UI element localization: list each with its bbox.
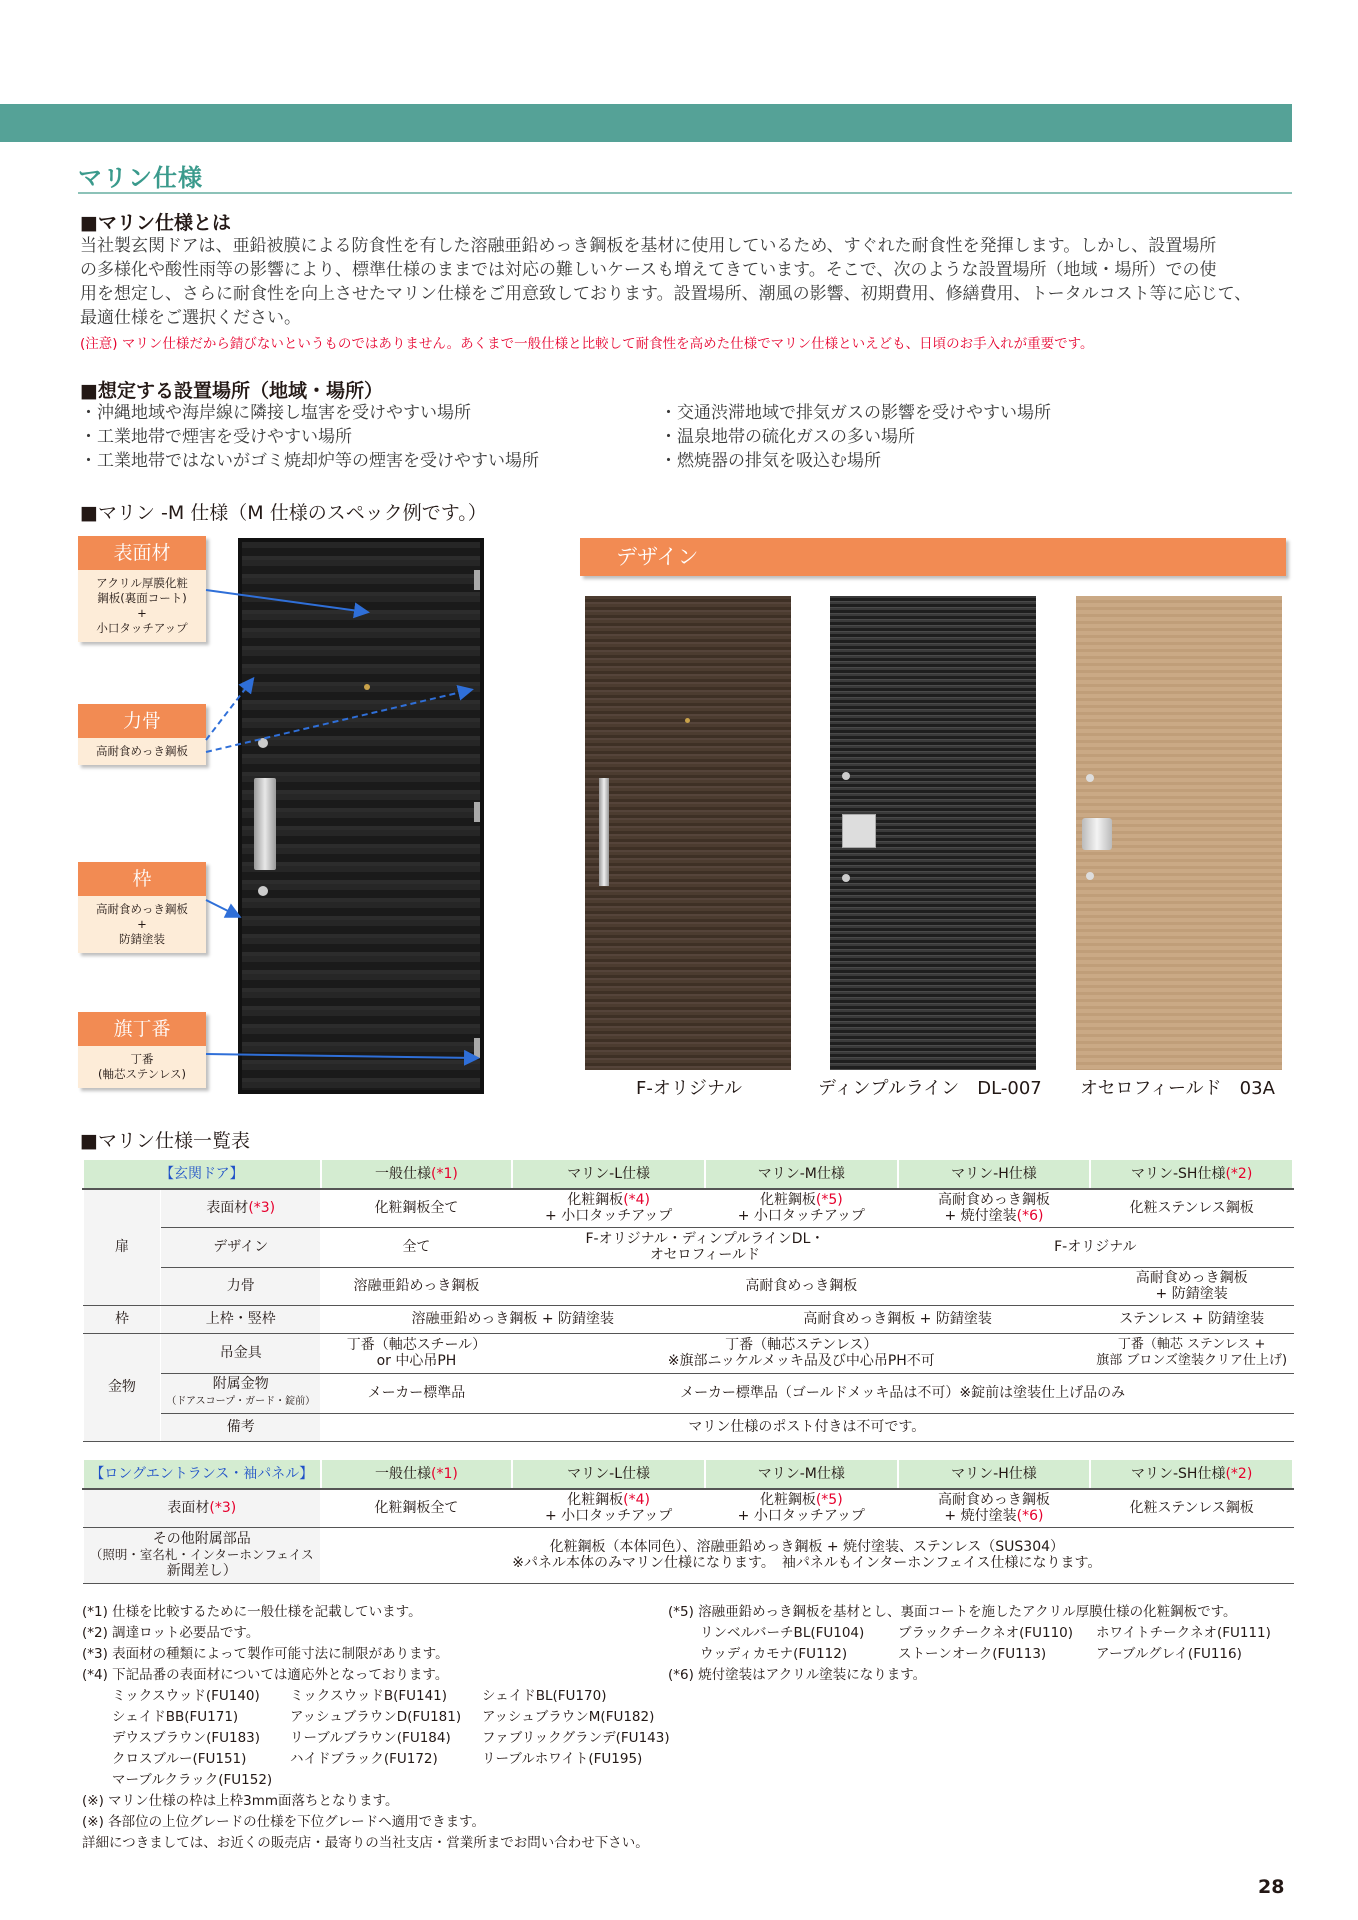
para-line: 最適仕様をご選択ください。 xyxy=(80,308,301,328)
footnote: (※) 各部位の上位グレードの仕様を下位グレードへ適用できます。 xyxy=(82,1814,486,1830)
arrow-rib-1 xyxy=(206,680,252,740)
table1-heading: ■マリン仕様一覧表 xyxy=(80,1130,250,1152)
col-header: マリン-L仕様 xyxy=(512,1159,705,1189)
footnote: 詳細につきましては、お近くの販売店・最寄りの当社支店・営業所までお問い合わせ下さい。 xyxy=(82,1835,649,1851)
cell: 溶融亜鉛めっき鋼板 xyxy=(321,1267,513,1305)
col-header: マリン-H仕様 xyxy=(898,1159,1091,1189)
excluded-row: クロスブルー(FU151) ハイドブラック(FU172) リーブルホワイト(FU195) xyxy=(112,1751,643,1767)
cell: 高耐食めっき鋼板 + 焼付塗装(*6) xyxy=(898,1189,1091,1227)
group-label: 扉 xyxy=(83,1189,161,1305)
para-line: の多様化や酸性雨等の影響により、標準仕様のままでは対応の難しいケースも増えてきています。そこで、次のような設置場所（地域・場所）での使 xyxy=(80,260,1217,280)
table-row xyxy=(83,1373,1293,1413)
row-label: 力骨 xyxy=(161,1267,321,1305)
col-header: マリン-M仕様 xyxy=(705,1459,898,1489)
label-line: + xyxy=(137,917,147,931)
footnotes-right xyxy=(668,1602,1298,1686)
cell: 化粧鋼板(*4) + 小口タッチアップ xyxy=(512,1489,705,1527)
design-name: F-オリジナル xyxy=(636,1078,742,1099)
cell: 化粧鋼板(*4) + 小口タッチアップ xyxy=(512,1189,705,1227)
table-row xyxy=(83,1413,1293,1441)
row-label: 上枠・竪枠 xyxy=(161,1305,321,1333)
design-name: ディンプルライン DL-007 xyxy=(818,1078,1042,1099)
spec-table-panel xyxy=(82,1458,1294,1584)
cell: 化粧鋼板全て xyxy=(321,1189,513,1227)
arrow-surface xyxy=(206,590,366,612)
footnote: (*2) 調達ロット必要品です。 xyxy=(82,1625,260,1641)
col-header: マリン-M仕様 xyxy=(705,1159,898,1189)
arrow-rib-2 xyxy=(206,690,470,752)
cell: 高耐食めっき鋼板 + 焼付塗装(*6) xyxy=(898,1489,1091,1527)
label-title: 表面材 xyxy=(78,536,206,570)
label-line: 高耐食めっき鋼板 xyxy=(96,744,188,758)
cell: 高耐食めっき鋼板 + 防錆塗装 xyxy=(705,1305,1090,1333)
door-handle xyxy=(1082,818,1112,850)
row-label: 附属金物 （ドアスコープ・ガード・錠前） xyxy=(161,1373,321,1413)
col-header: マリン-H仕様 xyxy=(898,1459,1091,1489)
excluded-row: ミックスウッド(FU140) ミックスウッドB(FU141) シェイドBL(FU170) xyxy=(112,1688,607,1704)
n5-row: リンベルバーチBL(FU104) ブラックチークネオ(FU110) ホワイトチークネオ(FU111) xyxy=(700,1625,1271,1641)
col-header: マリン-L仕様 xyxy=(512,1459,705,1489)
label-line: 小口タッチアップ xyxy=(96,621,188,635)
footnote: (*1) 仕様を比較するために一般仕様を記載しています。 xyxy=(82,1604,422,1620)
caution-note: (注意) マリン仕様だから錆びないというものではありません。あくまで一般仕様と比較して耐食性を高めた仕様でマリン仕様といえども、日頃のお手入れが重要です。 xyxy=(80,336,1094,352)
para-line: 用を想定し、さらに耐食性を向上させたマリン仕様をご用意致しております。設置場所、潮風の影響、初期費用、修繕費用、トータルコスト等に応じて、 xyxy=(80,284,1252,304)
table-row xyxy=(83,1189,1293,1227)
excluded-row: デウスブラウン(FU183) リーブルブラウン(FU184) ファブリックグランデ(FU143) xyxy=(112,1730,670,1746)
label-title: 枠 xyxy=(78,862,206,896)
footnote: (*6) 焼付塗装はアクリル塗装になります。 xyxy=(668,1667,927,1683)
location-item: ・燃焼器の排気を吸込む場所 xyxy=(660,451,881,471)
table-corner: 【玄関ドア】 xyxy=(83,1159,321,1189)
table-header-row xyxy=(83,1159,1293,1189)
page-number: 28 xyxy=(1258,1876,1285,1898)
lock-cylinder xyxy=(842,772,850,780)
row-label: その他附属部品 （照明・室名札・インターホンフェイス 新聞差し） xyxy=(83,1527,321,1583)
cell: メーカー標準品 xyxy=(321,1373,513,1413)
footnote: (*5) 溶融亜鉛めっき鋼板を基材とし、裏面コートを施したアクリル厚膜仕様の化粧鋼板です。 xyxy=(668,1604,1237,1620)
door-scope xyxy=(685,718,690,723)
cell: 全て xyxy=(321,1227,513,1267)
label-line: 鋼板(裏面コート) xyxy=(97,591,187,605)
cell: ステンレス + 防錆塗装 xyxy=(1090,1305,1293,1333)
cell: 丁番（軸芯スチール） or 中心吊PH xyxy=(321,1333,513,1373)
arrow-frame xyxy=(206,900,238,916)
cell: 化粧ステンレス鋼板 xyxy=(1090,1189,1293,1227)
spec-table-entrance xyxy=(82,1158,1294,1442)
cell: 丁番（軸芯 ステンレス + 旗部 ブロンズ塗装クリア仕上げ) xyxy=(1090,1333,1293,1373)
cell: 高耐食めっき鋼板 xyxy=(512,1267,1090,1305)
location-item: ・工業地帯ではないがゴミ焼却炉等の煙害を受けやすい場所 xyxy=(80,451,539,471)
row-label: 表面材(*3) xyxy=(83,1489,321,1527)
door-photo-dimple-line xyxy=(830,596,1036,1070)
page-title: マリン仕様 xyxy=(78,164,203,192)
n5-row: ウッディカモナ(FU112) ストーンオーク(FU113) アーブルグレイ(FU116) xyxy=(700,1646,1242,1662)
col-header: マリン-SH仕様(*2) xyxy=(1090,1159,1293,1189)
n5-list xyxy=(668,1623,1298,1665)
location-item: ・交通渋滞地域で排気ガスの影響を受けやすい場所 xyxy=(660,403,1051,423)
location-item: ・工業地帯で煙害を受けやすい場所 xyxy=(80,427,352,447)
excluded-list xyxy=(82,1686,682,1791)
table-corner: 【ロングエントランス・袖パネル】 xyxy=(83,1459,321,1489)
design-name: オセロフィールド 03A xyxy=(1080,1078,1275,1099)
arrow-hinge xyxy=(206,1054,476,1058)
door-handle xyxy=(599,778,609,886)
row-label: 表面材(*3) xyxy=(161,1189,321,1227)
cell: メーカー標準品（ゴールドメッキ品は不可）※錠前は塗装仕上げ品のみ xyxy=(512,1373,1293,1413)
footnote: (※) マリン仕様の枠は上枠3mm面落ちとなります。 xyxy=(82,1793,399,1809)
lock-cylinder xyxy=(1086,872,1094,880)
about-heading: ■マリン仕様とは xyxy=(80,212,231,234)
para-line: 当社製玄関ドアは、亜鉛被膜による防食性を有した溶融亜鉛めっき鋼板を基材に使用しているため、すぐれた耐食性を発揮します。しかし、設置場所 xyxy=(80,236,1217,256)
spec-heading: ■マリン -M 仕様（M 仕様のスペック例です。） xyxy=(80,502,487,524)
location-item: ・温泉地帯の硫化ガスの多い場所 xyxy=(660,427,915,447)
label-line: 丁番 xyxy=(130,1052,154,1066)
col-header: 一般仕様(*1) xyxy=(321,1159,513,1189)
cell: マリン仕様のポスト付きは不可です。 xyxy=(321,1413,1293,1441)
label-line: (軸芯ステンレス) xyxy=(97,1067,187,1081)
label-title: 旗丁番 xyxy=(78,1012,206,1046)
row-label: デザイン xyxy=(161,1227,321,1267)
row-label: 吊金具 xyxy=(161,1333,321,1373)
table-row xyxy=(83,1333,1293,1373)
location-item: ・沖縄地域や海岸線に隣接し塩害を受けやすい場所 xyxy=(80,403,471,423)
design-heading: デザイン xyxy=(580,538,1286,576)
label-title: 力骨 xyxy=(78,704,206,738)
door-handle xyxy=(842,814,876,848)
table-row xyxy=(83,1267,1293,1305)
cell: 化粧鋼板（本体同色）、溶融亜鉛めっき鋼板 + 焼付塗装、ステンレス（SUS304） ※パネル本体のみマリン仕様になります。 袖パネルもインターホンフェイス仕様になります。 xyxy=(321,1527,1293,1583)
col-header: 一般仕様(*1) xyxy=(321,1459,513,1489)
col-header: マリン-SH仕様(*2) xyxy=(1090,1459,1293,1489)
excluded-row: マーブルクラック(FU152) xyxy=(112,1772,273,1788)
table-row xyxy=(83,1527,1293,1583)
cell: 溶融亜鉛めっき鋼板 + 防錆塗装 xyxy=(321,1305,705,1333)
label-line: + xyxy=(137,606,147,620)
door-photo-othello-field xyxy=(1076,596,1282,1070)
label-line: 防錆塗装 xyxy=(119,932,165,946)
cell: 化粧ステンレス鋼板 xyxy=(1090,1489,1293,1527)
cell: 化粧鋼板(*5) + 小口タッチアップ xyxy=(705,1189,898,1227)
group-label: 枠 xyxy=(83,1305,161,1333)
table-header-row xyxy=(83,1459,1293,1489)
footnote: (*4) 下記品番の表面材については適応外となっております。 xyxy=(82,1667,449,1683)
excluded-row: シェイドBB(FU171) アッシュブラウンD(FU181) アッシュブラウンM(FU182) xyxy=(112,1709,655,1725)
cell: 丁番（軸芯ステンレス） ※旗部ニッケルメッキ品及び中心吊PH不可 xyxy=(512,1333,1090,1373)
label-line: アクリル厚膜化粧 xyxy=(96,576,188,590)
row-label: 備考 xyxy=(161,1413,321,1441)
table-row xyxy=(83,1489,1293,1527)
door-photo-f-original xyxy=(585,596,791,1070)
group-label: 金物 xyxy=(83,1333,161,1441)
label-line: 高耐食めっき鋼板 xyxy=(96,902,188,916)
table-row xyxy=(83,1305,1293,1333)
cell: 化粧鋼板全て xyxy=(321,1489,513,1527)
lock-cylinder xyxy=(1086,774,1094,782)
cell: 化粧鋼板(*5) + 小口タッチアップ xyxy=(705,1489,898,1527)
cell: F-オリジナル・ディンプルラインDL・ オセロフィールド xyxy=(512,1227,897,1267)
cell: 高耐食めっき鋼板 + 防錆塗装 xyxy=(1090,1267,1293,1305)
footnote: (*3) 表面材の種類によって製作可能寸法に制限があります。 xyxy=(82,1646,449,1662)
table-row xyxy=(83,1227,1293,1267)
locations-heading: ■想定する設置場所（地域・場所） xyxy=(80,380,383,402)
cell: F-オリジナル xyxy=(898,1227,1293,1267)
footnotes-left xyxy=(82,1602,682,1854)
lock-cylinder xyxy=(842,874,850,882)
